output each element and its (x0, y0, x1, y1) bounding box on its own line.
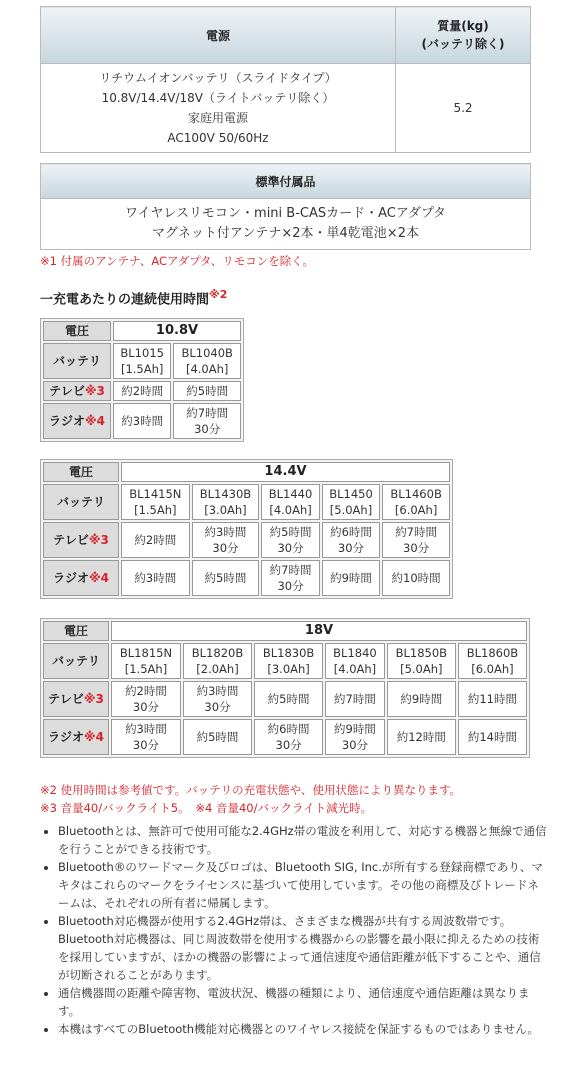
battery-cell (322, 484, 380, 520)
battery-capacity: [1.5Ah] (134, 503, 177, 517)
tv-label-text: テレビ (53, 533, 89, 547)
time-line: 30分 (132, 700, 160, 714)
tv-time (387, 681, 456, 717)
power-cell (41, 64, 396, 153)
time-line: 約3時間 (125, 722, 167, 736)
time-line: 約12時間 (396, 730, 446, 744)
tv-time (458, 681, 527, 717)
list-item-text: • 本機はすべてのBluetooth機能対応機器とのワイヤレス接続を保証するものではありません。 (58, 1022, 539, 1036)
radio-time (261, 560, 319, 596)
time-line: 約10時間 (391, 571, 441, 585)
radio-time (192, 560, 260, 596)
note-2-line: ※3 音量40/バックライト5。 ※4 音量40/バックライト減光時。 (40, 801, 373, 815)
radio-time (173, 403, 241, 439)
time-line: 約5時間 (269, 525, 312, 539)
battery-capacity: [6.0Ah] (394, 503, 438, 517)
time-line: 約5時間 (204, 571, 247, 585)
runtime-title-mark: ※2 (209, 288, 228, 301)
tv-time (173, 381, 241, 401)
time-line: 約3時間 (204, 525, 247, 539)
note-2 (40, 781, 461, 817)
time-line: 30分 (194, 422, 221, 436)
battery-model: BL1460B (390, 487, 442, 501)
time-line: 30分 (204, 700, 231, 714)
radio-label (43, 560, 119, 596)
time-line: 約9時間 (334, 722, 376, 736)
tv-time (183, 681, 252, 717)
runtime-table-14-4v (40, 459, 453, 599)
battery-label: バッテリ (43, 343, 111, 379)
voltage-label: 電圧 (43, 462, 119, 482)
tv-label-text: テレビ (48, 692, 84, 706)
accessories-header: 標準付属品 (41, 164, 531, 199)
battery-capacity: [3.0Ah] (204, 503, 247, 517)
radio-label-mark: ※4 (84, 730, 105, 744)
tv-time (325, 681, 385, 717)
time-line: 約7時間 (334, 692, 376, 706)
battery-model: BL1850B (395, 646, 448, 660)
time-line: 約6時間 (267, 722, 310, 736)
radio-label-mark: ※4 (89, 571, 110, 585)
battery-label: バッテリ (43, 484, 119, 520)
tv-label-text: テレビ (49, 384, 85, 398)
time-line: 約6時間 (330, 525, 372, 539)
time-line: 約7時間 (186, 406, 229, 420)
accessories-line: ワイヤレスリモコン・mini B-CASカード・ACアダプタ (124, 206, 447, 221)
time-line: 30分 (275, 738, 302, 752)
battery-model: BL1830B (262, 646, 315, 660)
radio-time (183, 719, 252, 755)
list-item (58, 858, 548, 912)
tv-label (43, 381, 111, 401)
power-line: 10.8V/14.4V/18V（ライトバッテリ除く） (101, 91, 335, 105)
tv-time (111, 681, 181, 717)
radio-time (325, 719, 385, 755)
list-item-text: Bluetooth対応機器は、同じ周波数帯を使用する機器からの影響を最小限に抑えるための技術を採用していますが、ほかの機器の影響によって通信速度や通信距離が低下することや、通信が切断されることがあります。 (58, 932, 541, 982)
list-item-text: • Bluetoothとは、無許可で使用可能な2.4GHz帯の電波を利用して、対応する機器と無線で通信を行うことができる技術です。 (58, 824, 547, 856)
radio-time (387, 719, 456, 755)
power-line: AC100V 50/60Hz (167, 131, 269, 145)
battery-cell (111, 643, 181, 679)
battery-capacity: [5.0Ah] (400, 662, 443, 676)
runtime-table-18v (40, 618, 530, 758)
battery-cell (173, 343, 241, 379)
time-line: 30分 (277, 541, 304, 555)
time-line: 約5時間 (196, 730, 239, 744)
tv-label-mark: ※3 (88, 533, 109, 547)
runtime-title (40, 288, 227, 307)
battery-model: BL1820B (191, 646, 244, 660)
battery-capacity: [5.0Ah] (329, 503, 373, 517)
list-item (58, 984, 548, 1020)
time-line: 約2時間 (121, 384, 164, 398)
voltage-label: 電圧 (43, 321, 111, 341)
note-2-line: ※2 使用時間は参考値です。バッテリの充電状態や、使用状態により異なります。 (40, 783, 462, 797)
battery-model: BL1440 (268, 487, 313, 501)
time-line: 約7時間 (395, 525, 438, 539)
time-line: 約11時間 (467, 692, 517, 706)
list-item (58, 912, 548, 984)
battery-capacity: [1.5Ah] (124, 662, 168, 676)
tv-time (382, 522, 450, 558)
tv-label (43, 681, 109, 717)
radio-time (458, 719, 527, 755)
list-item-text: • 通信機器間の距離や障害物、電波状況、機器の種類により、通信速度や通信距離は異なります。 (58, 986, 530, 1018)
battery-capacity: [4.0Ah] (185, 362, 229, 376)
radio-label-text: ラジオ (48, 414, 85, 428)
time-line: 30分 (277, 579, 304, 593)
battery-model: BL1860B (466, 646, 519, 660)
battery-cell (121, 484, 190, 520)
weight-header-line2: (バッテリ除く) (421, 37, 505, 51)
tv-time (113, 381, 171, 401)
battery-cell (261, 484, 319, 520)
battery-capacity: [4.0Ah] (333, 662, 377, 676)
battery-capacity: [6.0Ah] (471, 662, 514, 676)
accessories-table (40, 163, 531, 250)
accessories-line: マグネット付アンテナ×2本・単4乾電池×2本 (152, 226, 419, 241)
runtime-table-10-8v (40, 318, 244, 442)
time-line: 約2時間 (125, 684, 167, 698)
time-line: 約14時間 (467, 730, 517, 744)
battery-cell (458, 643, 527, 679)
radio-label-text: ラジオ (52, 571, 89, 585)
weight-value: 5.2 (396, 64, 531, 153)
battery-cell (254, 643, 323, 679)
time-line: 約5時間 (186, 384, 229, 398)
list-item-text: • Bluetooth®のワードマーク及びロゴは、Bluetooth SIG, Inc.が所有する登録商標であり、マキタはこれらのマークをライセンスに基づいて使用しています。その他の商標及びトレードネームは、それぞれの所有者に帰属します。 (58, 860, 543, 910)
time-line: 約3時間 (134, 571, 177, 585)
time-line: 30分 (132, 738, 160, 752)
time-line: 約5時間 (267, 692, 310, 706)
runtime-title-text: 一充電あたりの連続使用時間 (40, 292, 210, 308)
tv-label-mark: ※3 (83, 692, 104, 706)
radio-time (121, 560, 190, 596)
tv-time (192, 522, 260, 558)
tv-label (43, 522, 119, 558)
time-line: 約2時間 (134, 533, 177, 547)
battery-cell (382, 484, 450, 520)
radio-label-text: ラジオ (47, 730, 84, 744)
spec-table (40, 6, 531, 153)
radio-label (43, 403, 111, 439)
voltage-value: 14.4V (121, 462, 450, 482)
radio-time (113, 403, 171, 439)
battery-capacity: [2.0Ah] (196, 662, 239, 676)
bluetooth-notes (40, 822, 548, 1038)
list-item-text: • Bluetooth対応機器が使用する2.4GHz帯は、さまざまな機器が共有する周波数帯です。 (58, 914, 512, 928)
time-line: 約3時間 (121, 414, 164, 428)
battery-model: BL1015 (120, 346, 164, 360)
list-item (58, 822, 548, 858)
battery-capacity: [4.0Ah] (269, 503, 312, 517)
radio-time (322, 560, 380, 596)
radio-time (111, 719, 181, 755)
tv-time (322, 522, 380, 558)
radio-time (254, 719, 323, 755)
radio-time (382, 560, 450, 596)
time-line: 約3時間 (196, 684, 239, 698)
power-header: 電源 (41, 7, 396, 64)
voltage-label: 電圧 (43, 621, 109, 641)
time-line: 30分 (212, 541, 239, 555)
battery-cell (183, 643, 252, 679)
battery-cell (113, 343, 171, 379)
voltage-value: 10.8V (113, 321, 241, 341)
battery-label: バッテリ (43, 643, 109, 679)
battery-model: BL1450 (329, 487, 373, 501)
tv-time (254, 681, 323, 717)
battery-cell (387, 643, 456, 679)
battery-model: BL1040B (181, 346, 233, 360)
voltage-value: 18V (111, 621, 527, 641)
battery-capacity: [3.0Ah] (267, 662, 310, 676)
power-line: リチウムイオンバッテリ（スライドタイプ） (99, 71, 337, 85)
battery-model: BL1815N (119, 646, 173, 660)
time-line: 30分 (403, 541, 430, 555)
tv-time (121, 522, 190, 558)
weight-header (396, 7, 531, 64)
radio-label-mark: ※4 (85, 414, 106, 428)
list-item (58, 1020, 548, 1038)
battery-model: BL1840 (333, 646, 377, 660)
battery-model: BL1415N (129, 487, 182, 501)
power-line: 家庭用電源 (187, 111, 248, 125)
time-line: 約9時間 (400, 692, 443, 706)
time-line: 30分 (337, 541, 365, 555)
battery-cell (325, 643, 385, 679)
weight-header-line1: 質量(kg) (437, 19, 489, 33)
time-line: 約7時間 (269, 563, 312, 577)
time-line: 約9時間 (330, 571, 372, 585)
battery-cell (192, 484, 260, 520)
battery-capacity: [1.5Ah] (120, 362, 164, 376)
radio-label (43, 719, 109, 755)
accessories-cell (41, 199, 531, 250)
tv-label-mark: ※3 (84, 384, 105, 398)
time-line: 30分 (341, 738, 369, 752)
note-1: ※1 付属のアンテナ、ACアダプタ、リモコンを除く。 (40, 254, 315, 268)
tv-time (261, 522, 319, 558)
battery-model: BL1430B (199, 487, 252, 501)
